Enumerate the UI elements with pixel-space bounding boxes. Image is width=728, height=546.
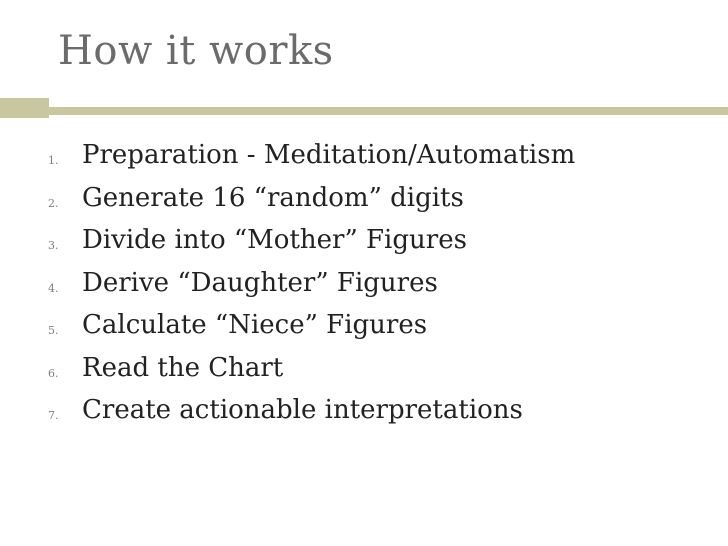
- item-text: Divide into “Mother” Figures: [82, 225, 467, 255]
- title-rule-block: [0, 98, 49, 118]
- item-number: 1.: [48, 154, 59, 167]
- item-text: Read the Chart: [82, 352, 284, 383]
- slide-title: How it works: [58, 28, 334, 74]
- item-text: Preparation - Meditation/Automatism: [82, 140, 576, 170]
- item-text: Derive “Daughter” Figures: [82, 267, 438, 298]
- item-number: 6.: [48, 366, 59, 380]
- item-number: 4.: [48, 281, 59, 295]
- item-number: 5.: [48, 324, 59, 337]
- item-number: 3.: [48, 239, 59, 252]
- list-item: [0, 395, 728, 438]
- item-number: 2.: [48, 196, 59, 210]
- title-rule-line: [49, 107, 728, 115]
- list-item: [0, 353, 728, 396]
- list-item: [0, 310, 728, 353]
- steps-list: [0, 140, 728, 438]
- list-item: [0, 140, 728, 183]
- item-text: Create actionable interpretations: [82, 395, 523, 425]
- list-item: [0, 268, 728, 311]
- item-text: Calculate “Niece” Figures: [82, 310, 428, 340]
- list-item: [0, 225, 728, 268]
- list-item: [0, 183, 728, 226]
- item-number: 7.: [48, 409, 59, 422]
- item-text: Generate 16 “random” digits: [82, 182, 464, 213]
